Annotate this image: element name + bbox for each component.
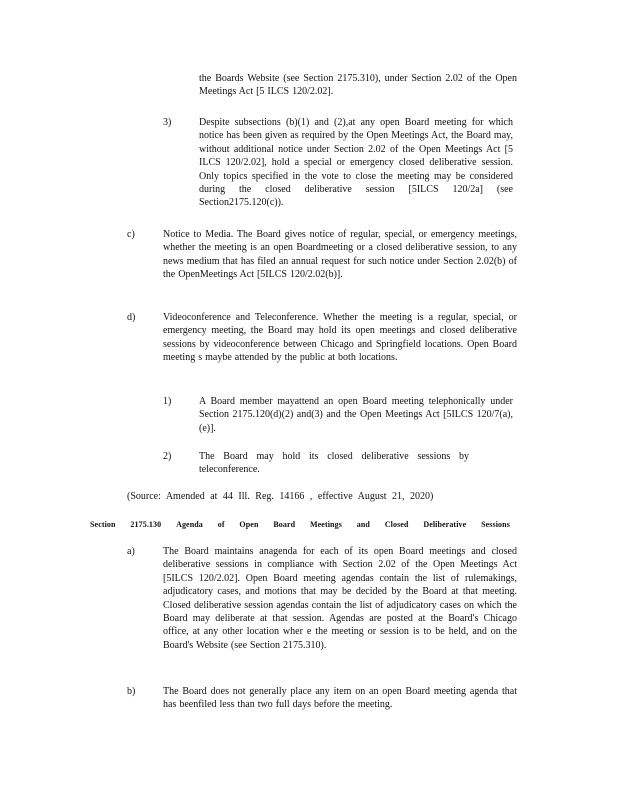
item-d2-text: The Board may hold its closed deliberative sessions by teleconference. bbox=[199, 451, 469, 476]
heading-word: Deliberative bbox=[423, 520, 467, 529]
heading-word: 2175.130 bbox=[130, 520, 162, 529]
heading-word: Sessions bbox=[481, 520, 510, 529]
continuation-paragraph: the Boards Website (see Section 2175.310), under Section 2.02 of the Open Meetings Act [5 ILCS 120/2.02]. bbox=[199, 73, 517, 98]
section-heading bbox=[90, 520, 510, 529]
item-d-label: d) bbox=[127, 312, 136, 323]
heading-word: Board bbox=[273, 520, 296, 529]
heading-word: Closed bbox=[384, 520, 409, 529]
item-d2-label: 2) bbox=[163, 451, 172, 462]
heading-word: Section bbox=[90, 520, 116, 529]
item-b-label: b) bbox=[127, 686, 136, 697]
item-a-text: The Board maintains anagenda for each of its open Board meetings and closed deliberative sessions in compliance with Section 2.02 of the Open Meetings Act [5ILCS 120/2.02]. Open Board meeting agendas contain the list of rulemakings, adjudicatory cases, and motions that may be decided by the Board at that meeting. Closed deliberative session agendas contain the list of adjudicatory cases on which the Board may deliberate at that session. Agendas are posted at the Board's Chicago office, at any other location wher e the meeting or session is to be held, and on the Board's Website (see Section 2175.310). bbox=[163, 546, 517, 651]
item-c-text: Notice to Media. The Board gives notice of regular, special, or emergency meetings, whether the meeting is an open Boardmeeting or a closed deliberative session, to any news medium that has filed an annual request for such notice under Section 2.02(b) of the OpenMeetings Act [5ILCS 120/2.02(b)]. bbox=[163, 229, 517, 281]
heading-word: Agenda bbox=[176, 520, 203, 529]
item-b3-label: 3) bbox=[163, 117, 172, 128]
heading-word: Open bbox=[239, 520, 259, 529]
item-b3-text: Despite subsections (b)(1) and (2),at any open Board meeting for which notice has been given as required by the Open Meetings Act, the Board may, without additional notice under Section 2.02 of the Open Meetings Act [5 ILCS 120/2.02], hold a special or emergency closed deliberative session. Only topics specified in the vote to close the meeting may be considered during the closed deliberative session [5ILCS 120/2a] (see Section2175.120(c)). bbox=[199, 117, 513, 209]
heading-word: of bbox=[217, 520, 225, 529]
item-d1-text: A Board member mayattend an open Board meeting telephonically under Section 2175.120(d)(2) and(3) and the Open Meetings Act [5ILCS 120/7(a), (e)]. bbox=[199, 396, 513, 434]
item-d-text: Videoconference and Teleconference. Whether the meeting is a regular, special, or emergency meeting, the Board may hold its open meetings and closed deliberative sessions by videoconference between Chicago and Springfield locations. Open Board meeting s maybe attended by the public at both locations. bbox=[163, 312, 517, 364]
heading-word: and bbox=[356, 520, 370, 529]
heading-word: Meetings bbox=[310, 520, 342, 529]
item-d1-label: 1) bbox=[163, 396, 172, 407]
item-a-label: a) bbox=[127, 546, 135, 557]
item-b-text: The Board does not generally place any item on an open Board meeting agenda that has beenfiled less than two full days before the meeting. bbox=[163, 686, 517, 711]
item-c-label: c) bbox=[127, 229, 135, 240]
source-note: (Source: Amended at 44 Ill. Reg. 14166 , effective August 21, 2020) bbox=[127, 491, 434, 502]
